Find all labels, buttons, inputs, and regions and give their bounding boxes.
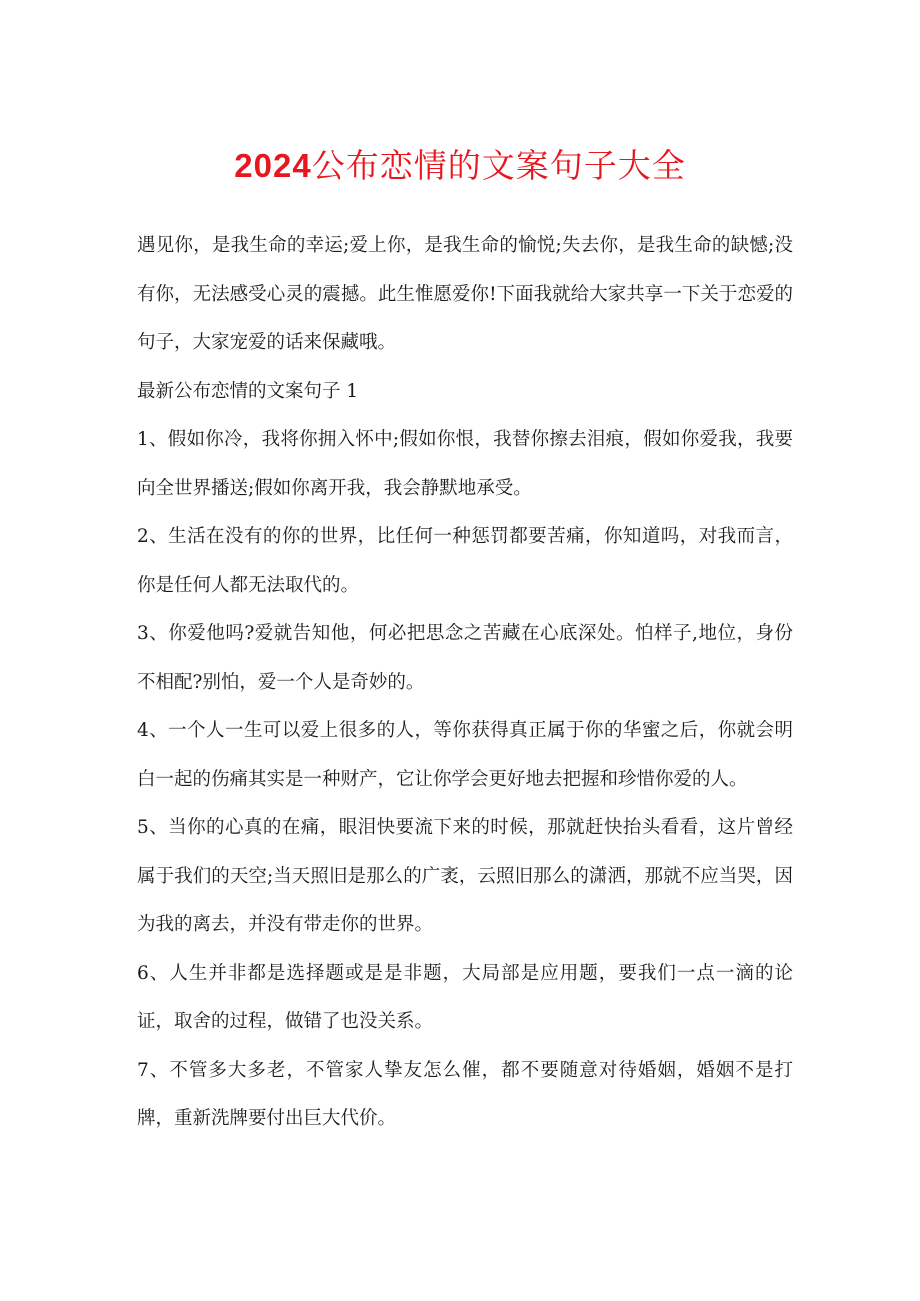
list-item: 7、不管多大多老，不管家人挚友怎么催，都不要随意对待婚姻，婚姻不是打牌，重新洗牌要付出巨大代价。 [137,1059,793,1129]
title-year: 2024 [234,147,312,184]
list-item: 1、假如你冷，我将你拥入怀中;假如你恨，我替你擦去泪痕，假如你爱我，我要向全世界播送;假如你离开我，我会静默地承受。 [137,429,793,499]
document-title [0,143,920,189]
title-text: 公布恋情的文案句子大全 [311,146,686,185]
list-item: 3、你爱他吗?爱就告知他，何必把思念之苦藏在心底深处。怕样子,地位，身份不相配?别怕，爱一个人是奇妙的。 [137,623,793,693]
list-item: 5、当你的心真的在痛，眼泪快要流下来的时候，那就赶快抬头看看，这片曾经属于我们的天空;当天照旧是那么的广袤，云照旧那么的潇洒，那就不应当哭，因为我的离去，并没有带走你的世界。 [137,817,793,935]
list-item: 6、人生并非都是选择题或是是非题，大局部是应用题，要我们一点一滴的论证，取舍的过程，做错了也没关系。 [137,962,793,1032]
document-body [137,222,793,1144]
intro-paragraph: 遇见你，是我生命的幸运;爱上你，是我生命的愉悦;失去你，是我生命的缺憾;没有你，无法感受心灵的震撼。此生惟愿爱你!下面我就给大家共享一下关于恋爱的句子，大家宠爱的话来保藏哦。 [137,235,793,353]
list-item: 2、生活在没有的你的世界，比任何一种惩罚都要苦痛，你知道吗，对我而言，你是任何人都无法取代的。 [137,526,793,596]
list-item: 4、一个人一生可以爱上很多的人，等你获得真正属于你的华蜜之后，你就会明白一起的伤痛其实是一种财产，它让你学会更好地去把握和珍惜你爱的人。 [137,720,793,790]
section-heading: 最新公布恋情的文案句子 1 [137,380,359,402]
